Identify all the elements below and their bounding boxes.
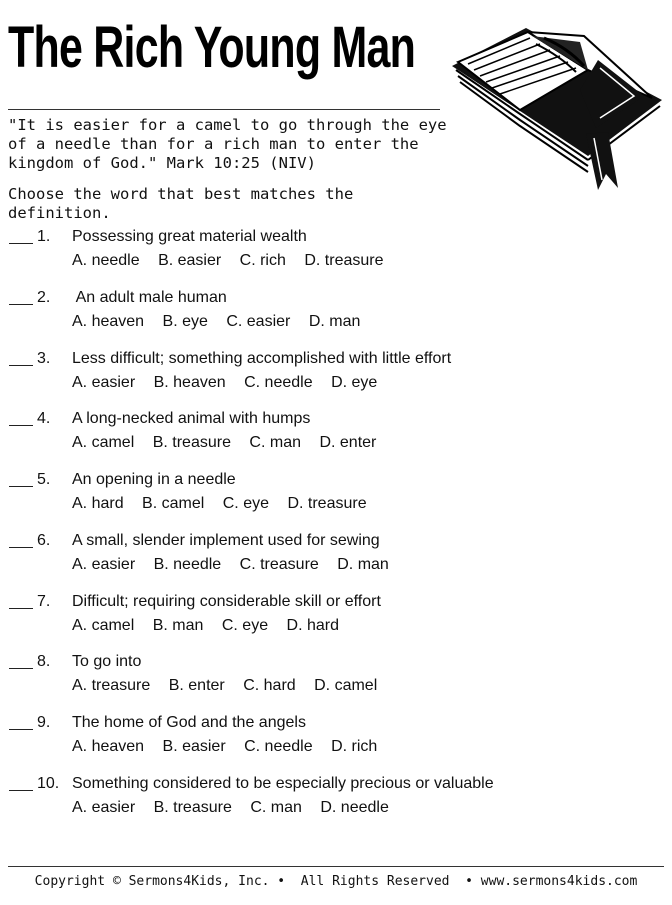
answer-options <box>72 373 391 393</box>
question-number: 10. <box>37 774 60 792</box>
question-definition: To go into <box>72 653 142 671</box>
answer-options <box>72 555 403 575</box>
bible-verse: "It is easier for a camel to go through the eye of a needle than for a rich man to enter the kingdom of God." Mark 10:25 (NIV) <box>8 116 447 172</box>
question-definition: Less difficult; something accomplished with little effort <box>72 349 452 367</box>
option-a: A. easier <box>72 373 136 391</box>
option-b: B. heaven <box>153 373 226 391</box>
instructions: Choose the word that best matches the definition. <box>8 185 354 222</box>
answer-options <box>72 798 403 818</box>
answer-options <box>72 251 397 271</box>
option-a: A. heaven <box>72 312 145 330</box>
option-b: B. enter <box>168 677 225 695</box>
option-b: B. treasure <box>153 798 232 816</box>
answer-blank[interactable] <box>9 243 33 244</box>
question-definition: Possessing great material wealth <box>72 228 307 245</box>
option-b: B. easier <box>162 738 226 755</box>
question-item <box>0 651 672 712</box>
question-number: 6. <box>37 531 51 549</box>
option-c: C. man <box>250 798 302 816</box>
answer-options <box>72 676 391 696</box>
question-definition: A long-necked animal with humps <box>72 410 311 428</box>
question-number: 2. <box>37 288 51 306</box>
option-b: B. needle <box>153 555 222 573</box>
question-number: 1. <box>37 228 51 245</box>
option-a: A. hard <box>72 495 124 512</box>
answer-blank[interactable] <box>9 486 33 487</box>
answer-blank[interactable] <box>9 790 33 791</box>
question-number: 5. <box>37 471 51 488</box>
answer-blank[interactable] <box>9 365 33 366</box>
question-item <box>0 773 672 834</box>
option-b: B. camel <box>142 495 205 512</box>
option-c: C. needle <box>244 738 313 755</box>
option-c: C. needle <box>244 373 313 391</box>
option-a: A. needle <box>72 252 140 269</box>
question-definition: An adult male human <box>72 288 227 306</box>
option-b: B. eye <box>162 312 208 330</box>
question-item <box>0 348 672 409</box>
option-c: C. treasure <box>239 555 319 573</box>
option-b: B. man <box>152 616 204 634</box>
option-d: D. rich <box>331 738 378 755</box>
answer-options <box>72 616 353 636</box>
option-c: C. rich <box>239 252 286 269</box>
option-d: D. treasure <box>304 252 384 269</box>
option-c: C. easier <box>226 312 291 330</box>
option-a: A. easier <box>72 798 136 816</box>
option-d: D. needle <box>320 798 389 816</box>
option-d: D. hard <box>286 616 340 634</box>
question-item <box>0 287 672 348</box>
option-d: D. camel <box>314 677 378 695</box>
title-divider <box>8 109 440 110</box>
question-number: 8. <box>37 653 51 671</box>
option-a: A. treasure <box>72 677 151 695</box>
answer-blank[interactable] <box>9 304 33 305</box>
answer-options <box>72 312 374 332</box>
option-d: D. man <box>337 555 389 573</box>
option-b: B. treasure <box>152 434 231 452</box>
answer-blank[interactable] <box>9 608 33 609</box>
question-number: 9. <box>37 714 51 731</box>
question-item <box>0 591 672 652</box>
copyright-footer: Copyright © Sermons4Kids, Inc. • All Rights Reserved • www.sermons4kids.com <box>34 874 638 889</box>
question-number: 3. <box>37 349 51 367</box>
question-definition: Something considered to be especially precious or valuable <box>72 774 494 792</box>
option-a: A. camel <box>72 616 135 634</box>
question-item <box>0 469 672 530</box>
question-item <box>0 530 672 591</box>
option-c: C. eye <box>221 616 269 634</box>
option-c: C. eye <box>222 495 269 512</box>
answer-options <box>72 433 390 453</box>
question-item <box>0 226 672 287</box>
option-a: A. camel <box>72 434 135 452</box>
option-a: A. heaven <box>72 738 145 755</box>
option-d: D. treasure <box>287 495 367 512</box>
question-definition: Difficult; requiring considerable skill or effort <box>72 592 381 610</box>
answer-options <box>72 494 381 514</box>
answer-blank[interactable] <box>9 668 33 669</box>
question-number: 7. <box>37 592 51 610</box>
option-b: B. easier <box>158 252 222 269</box>
question-item <box>0 408 672 469</box>
answer-blank[interactable] <box>9 425 33 426</box>
question-definition: An opening in a needle <box>72 471 236 488</box>
answer-blank[interactable] <box>9 729 33 730</box>
option-c: C. man <box>249 434 301 452</box>
option-d: D. enter <box>319 434 377 452</box>
question-number: 4. <box>37 410 51 428</box>
option-d: D. man <box>308 312 361 330</box>
question-definition: A small, slender implement used for sewing <box>72 531 380 549</box>
option-d: D. eye <box>331 373 378 391</box>
footer-divider <box>8 866 664 867</box>
page-title: The Rich Young Man <box>8 15 416 80</box>
option-c: C. hard <box>243 677 296 695</box>
question-list <box>0 226 672 834</box>
open-bible-icon <box>448 14 666 196</box>
question-item <box>0 712 672 773</box>
answer-blank[interactable] <box>9 547 33 548</box>
question-definition: The home of God and the angels <box>72 714 306 731</box>
option-a: A. easier <box>72 555 136 573</box>
answer-options <box>72 737 391 757</box>
